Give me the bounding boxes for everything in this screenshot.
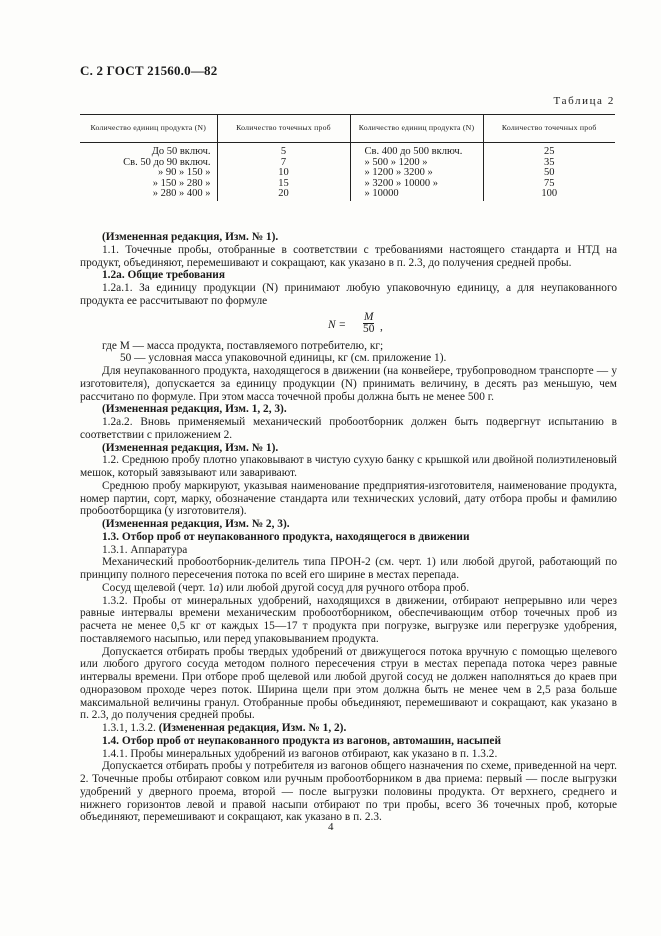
table-cell: » 3200 » 10000 » <box>350 179 483 190</box>
section-heading: 1.4. Отбор проб от неупакованного продукта из вагонов, автомашин, насыпей <box>102 734 501 747</box>
paragraph: 50 — условная масса упаковочной единицы, кг (см. приложение 1). <box>120 352 447 365</box>
table-cell: 7 <box>217 158 350 169</box>
formula <box>80 312 617 338</box>
page-header: С. 2 ГОСТ 21560.0—82 <box>80 63 218 78</box>
table-cell: 75 <box>483 179 615 190</box>
table-cell: 25 <box>483 143 615 158</box>
text-run: ) или любой другой сосуд для ручного отбора проб. <box>219 581 470 594</box>
table-cell: » 10000 <box>350 189 483 201</box>
header-cell: Количество единиц продукта (N) <box>80 115 217 143</box>
text-run: Сосуд щелевой (черт. 1 <box>102 581 214 594</box>
paragraph: 1.3.1. Аппаратура <box>102 543 188 556</box>
paragraph: 1.1. Точечные пробы, отобранные в соответствии с требованиями настоящего стандарта и НТД на продукт, объединяют, перемешивают и сокращают, как указано в п. 2.3, до получения средней пробы. <box>80 243 617 269</box>
table-cell: Св. 50 до 90 включ. <box>123 156 211 168</box>
table-cell: » 150 » 280 » <box>152 177 211 189</box>
section-heading: 1.3. Отбор проб от неупакованного продукта, находящегося в движении <box>102 530 470 543</box>
amendment-note: (Измененная редакция, Изм. № 1). <box>102 231 279 243</box>
amendment-note: (Измененная редакция, Изм. 1, 2, 3). <box>102 403 287 416</box>
table-cell: 10 <box>217 168 350 179</box>
table-cell: 15 <box>217 179 350 190</box>
text-run: 1.3.1, 1.3.2. <box>102 722 156 734</box>
amendment-note: (Измененная редакция, Изм. № 2, 3). <box>102 518 290 530</box>
formula-comma: , <box>380 320 383 333</box>
table-row <box>80 189 615 201</box>
section-heading: 1.2а. Общие требования <box>102 269 225 282</box>
table-cell: 100 <box>483 189 615 201</box>
table-cell: » 280 » 400 » <box>152 188 211 199</box>
page-number: 4 <box>328 821 334 833</box>
paragraph: Допускается отбирать пробы твердых удобрений от движущегося потока вручную с помощью щелевого или любого другого сосуда методом полного пересечения струи в местах перепада потока через равные интервалы времени. При отборе проб щелевой или любой другой сосуд не должен наполняться до краев при одноразовом проходе через поток. Ширина щели при этом должна быть не менее чем в 2,5 раза больше максимальной величины гранул. Отобранные пробы объединяют, перемешивают и сокращают, как указано в п. 2.3, до получения средней пробы. <box>80 645 617 722</box>
amendment-note: (Измененная редакция, Изм. № 1). <box>102 441 279 454</box>
paragraph: 1.2а.2. Вновь применяемый механический пробоотборник должен быть подвергнут испытанию в соответствии с приложением 2. <box>80 416 617 441</box>
paragraph: Среднюю пробу маркируют, указывая наименование предприятия-изготовителя, наименование продукта, номер партии, сорт, марку, обозначение стандарта или технических условий, дату отбора пробы и фамилию пробоотборщика (у изготовителя). <box>80 479 617 518</box>
text-run-italic: а <box>213 581 220 594</box>
table-row <box>80 168 615 179</box>
header-cell: Количество точечных проб <box>483 115 615 143</box>
paragraph: 1.4.1. Пробы минеральных удобрений из вагонов отбирают, как указано в п. 1.3.2. <box>102 747 498 760</box>
table-header-row <box>80 115 615 143</box>
paragraph: 1.3.2. Пробы от минеральных удобрений, находящихся в движении, отбирают непрерывно или через равные интервалы времени механическим пробоотборником, обеспечивающим отбор точечных проб из расчета не менее 0,5 кг от каждых 15—17 т продукта при погрузке, выгрузке или перегрузке удобрения, поставляемого насыпью, или перед упаковыванием продукта. <box>80 594 617 645</box>
table-cell: До 50 включ. <box>151 146 211 157</box>
table-cell: » 500 » 1200 » <box>350 158 483 169</box>
table-cell: 50 <box>483 168 615 179</box>
paragraph: Для неупакованного продукта, находящегося в движении (на конвейере, трубопроводном транспорте — у изготовителя), допускается за единицу продукции (N) принимать величину, в десять раз меньшую, чем рассчитано по формуле. При этом масса точечной пробы должна быть не менее 500 г. <box>80 365 617 403</box>
table-cell: » 1200 » 3200 » <box>350 168 483 179</box>
header-cell: Количество единиц продукта (N) <box>350 115 483 143</box>
formula-fraction <box>363 312 374 335</box>
table-cell: 35 <box>483 158 615 169</box>
table-row <box>80 143 615 158</box>
paragraph: Механический пробоотборник-делитель типа ПРОН-2 (см. черт. 1) или любой другой, работающий по принципу полного пересечения потока по всей его ширине в местах перепада. <box>80 556 617 581</box>
table-caption: Таблица 2 <box>553 95 615 107</box>
paragraph: где M — масса продукта, поставляемого потребителю, кг; <box>102 339 384 352</box>
formula-lhs: N = <box>328 318 347 331</box>
paragraph: Допускается отбирать пробы у потребителя из вагонов общего назначения по схеме, приведенной на черт. 2. Точечные пробы отбирают совком или ручным пробоотборником в два приема: первый — после выгрузки удобрений у дверного проема, второй — после выгрузки половины продукта. От верхнего, среднего и нижнего горизонтов левой и правой насыпи отбирают по три пробы, всего 36 точечных проб, которые объединяют, перемешивают и сокращают, как указано в п. 2.3. <box>80 760 617 824</box>
paragraph: 1.2а.1. За единицу продукции (N) принимают любую упаковочную единицу, а для неупакованного продукта ее рассчитывают по формуле <box>80 282 617 307</box>
paragraph <box>80 722 617 735</box>
document-body <box>80 231 617 824</box>
table-cell: Св. 400 до 500 включ. <box>350 143 483 158</box>
amendment-note: (Измененная редакция, Изм. № 1, 2). <box>158 722 347 734</box>
paragraph <box>80 582 617 595</box>
header-cell: Количество точечных проб <box>217 115 350 143</box>
paragraph: 1.2. Среднюю пробу плотно упаковывают в чистую сухую банку с крышкой или двойной полиэтиленовый мешок, который завязывают или заваривают. <box>80 454 617 479</box>
table-cell: 5 <box>217 143 350 158</box>
formula-numerator: M <box>364 310 374 323</box>
table-cell: 20 <box>217 189 350 201</box>
sampling-table <box>80 114 615 201</box>
table-cell: » 90 » 150 » <box>158 167 211 178</box>
formula-denominator: 50 <box>363 322 375 335</box>
